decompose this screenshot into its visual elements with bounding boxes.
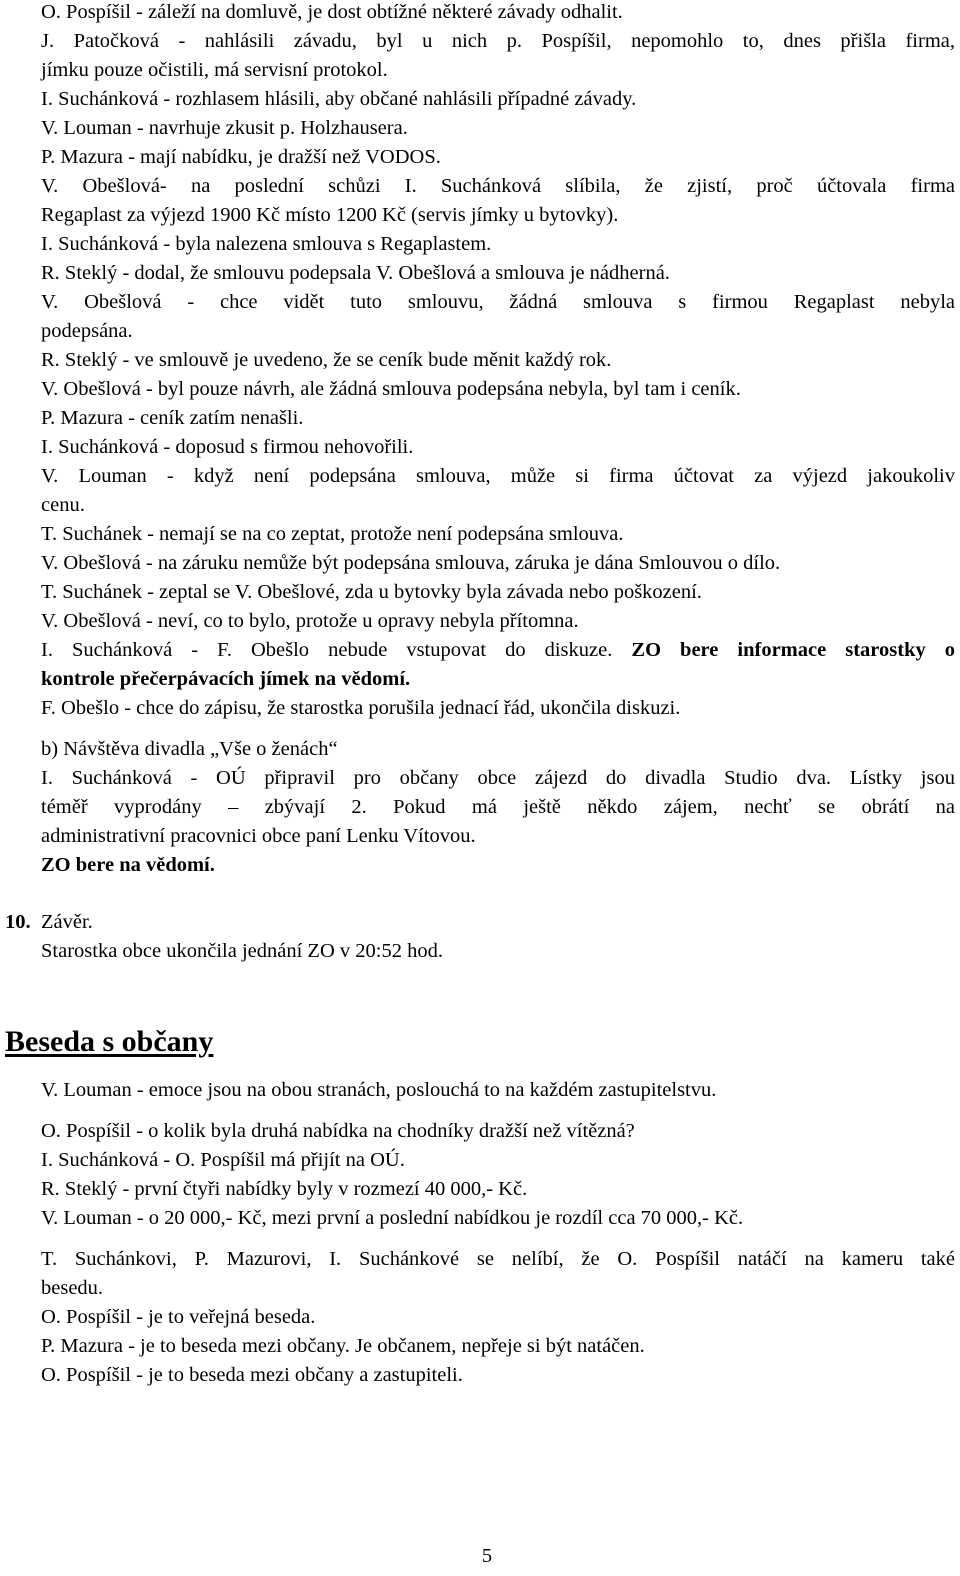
page-number: 5	[481, 1545, 493, 1567]
beseda-line: O. Pospíšil - je to beseda mezi občany a zastupiteli.	[41, 1364, 463, 1386]
beseda-line: besedu.	[41, 1277, 104, 1299]
beseda-line: R. Steklý - první čtyři nabídky byly v rozmezí 40 000,- Kč.	[41, 1178, 528, 1200]
minutes-line: V. Obešlová - neví, co to bylo, protože u opravy nebyla přítomna.	[41, 610, 579, 632]
section-heading: Beseda s občany	[5, 1025, 214, 1058]
minutes-line: P. Mazura - ceník zatím nenašli.	[41, 407, 304, 429]
beseda-line: T. Suchánkovi, P. Mazurovi, I. Suchánkové se nelíbí, že O. Pospíšil natáčí na kameru také	[41, 1248, 955, 1270]
minutes-line: V. Louman - když není podepsána smlouva, může si firma účtovat za výjezd jakoukoliv	[41, 465, 955, 487]
minutes-text: I. Suchánková - F. Obešlo nebude vstupovat do diskuze.	[41, 639, 613, 661]
beseda-line: V. Louman - o 20 000,- Kč, mezi první a poslední nabídkou je rozdíl cca 70 000,- Kč.	[41, 1207, 744, 1229]
minutes-line: V. Obešlová- na poslední schůzi I. Suchánková slíbila, že zjistí, proč účtovala firma	[41, 175, 955, 197]
resolution-text: ZO bere na vědomí.	[41, 854, 215, 876]
section-b-title: b) Návštěva divadla „Vše o ženách“	[41, 738, 338, 760]
section-b-line: I. Suchánková - OÚ připravil pro občany obce zájezd do divadla Studio dva. Lístky jsou	[41, 767, 955, 789]
minutes-line: O. Pospíšil - záleží na domluvě, je dost obtížné některé závady odhalit.	[41, 1, 623, 23]
minutes-line: T. Suchánek - nemají se na co zeptat, protože není podepsána smlouva.	[41, 523, 624, 545]
beseda-line: O. Pospíšil - o kolik byla druhá nabídka na chodníky dražší než vítězná?	[41, 1120, 635, 1142]
minutes-line: F. Obešlo - chce do zápisu, že starostka porušila jednací řád, ukončila diskuzi.	[41, 697, 681, 719]
minutes-line: V. Obešlová - chce vidět tuto smlouvu, žádná smlouva s firmou Regaplast nebyla	[41, 291, 955, 313]
minutes-line: Regaplast za výjezd 1900 Kč místo 1200 Kč (servis jímky u bytovky).	[41, 204, 619, 226]
beseda-line: P. Mazura - je to beseda mezi občany. Je občanem, nepřeje si být natáčen.	[41, 1335, 645, 1357]
minutes-line: I. Suchánková - byla nalezena smlouva s Regaplastem.	[41, 233, 492, 255]
minutes-line: P. Mazura - mají nabídku, je dražší než VODOS.	[41, 146, 441, 168]
resolution-text: kontrole přečerpávacích jímek na vědomí.	[41, 668, 411, 690]
beseda-line: I. Suchánková - O. Pospíšil má přijít na OÚ.	[41, 1149, 405, 1171]
beseda-line: V. Louman - emoce jsou na obou stranách, poslouchá to na každém zastupitelstvu.	[41, 1079, 717, 1101]
beseda-line: O. Pospíšil - je to veřejná beseda.	[41, 1306, 316, 1328]
minutes-line: V. Obešlová - byl pouze návrh, ale žádná smlouva podepsána nebyla, byl tam i ceník.	[41, 378, 741, 400]
minutes-line: I. Suchánková - rozhlasem hlásili, aby občané nahlásili případné závady.	[41, 88, 637, 110]
minutes-line: podepsána.	[41, 320, 133, 342]
minutes-line-mixed	[41, 638, 955, 662]
resolution-text: ZO bere informace starostky o	[631, 639, 955, 661]
item-number: 10.	[5, 911, 31, 933]
item-title: Závěr.	[41, 911, 93, 933]
minutes-line: jímku pouze očistili, má servisní protokol.	[41, 59, 388, 81]
minutes-line: I. Suchánková - doposud s firmou nehovořili.	[41, 436, 414, 458]
item-text: Starostka obce ukončila jednání ZO v 20:52 hod.	[41, 940, 443, 962]
section-b-line: téměř vyprodány – zbývají 2. Pokud má ještě někdo zájem, nechť se obrátí na	[41, 796, 955, 818]
minutes-line: cenu.	[41, 494, 85, 516]
minutes-line: T. Suchánek - zeptal se V. Obešlové, zda u bytovky byla závada nebo poškození.	[41, 581, 702, 603]
minutes-line: R. Steklý - dodal, že smlouvu podepsala V. Obešlová a smlouva je nádherná.	[41, 262, 670, 284]
minutes-line: V. Louman - navrhuje zkusit p. Holzhausera.	[41, 117, 408, 139]
section-b-line: administrativní pracovnici obce paní Lenku Vítovou.	[41, 825, 476, 847]
minutes-line: R. Steklý - ve smlouvě je uvedeno, že se ceník bude měnit každý rok.	[41, 349, 612, 371]
minutes-line: V. Obešlová - na záruku nemůže být podepsána smlouva, záruka je dána Smlouvou o dílo.	[41, 552, 781, 574]
minutes-line: J. Patočková - nahlásili závadu, byl u nich p. Pospíšil, nepomohlo to, dnes přišla firma,	[41, 30, 955, 52]
